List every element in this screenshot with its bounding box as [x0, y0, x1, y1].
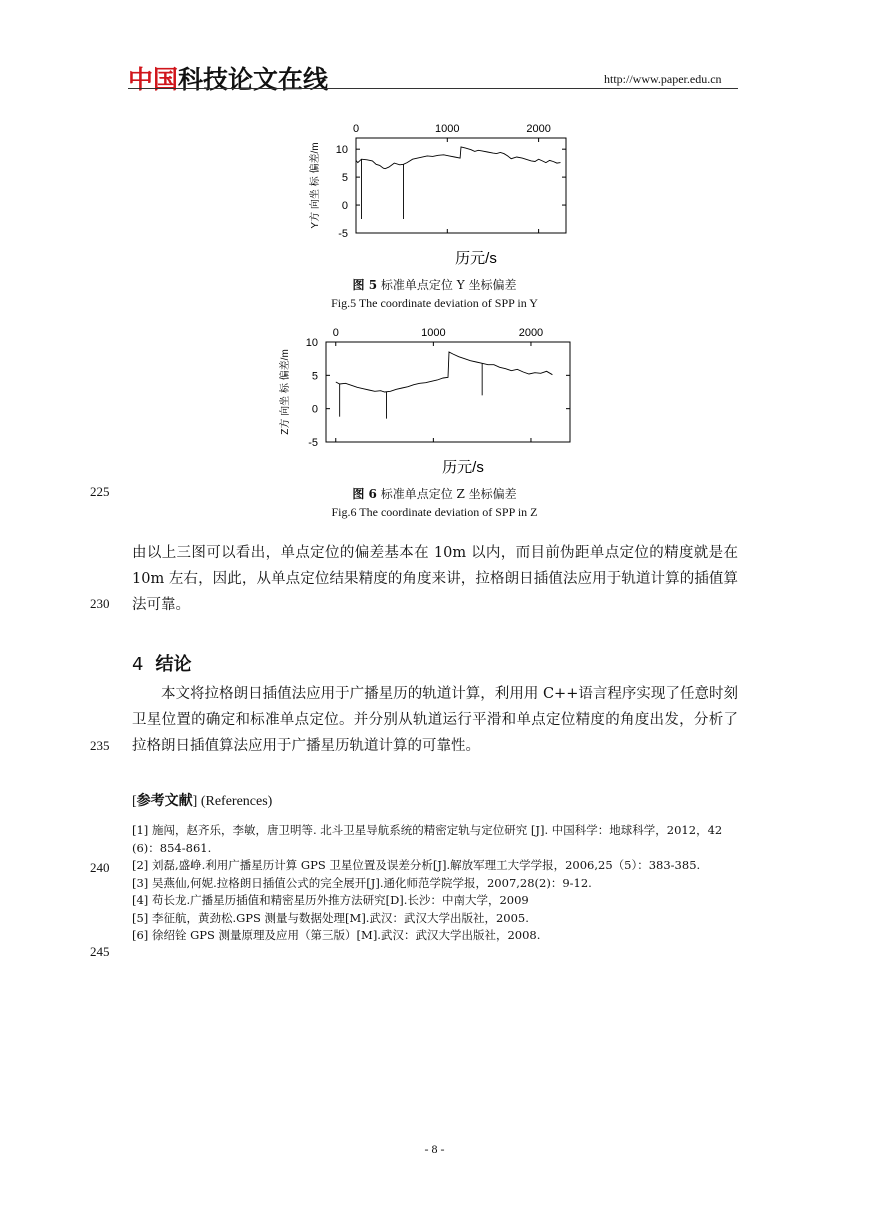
x-tick-label: 0: [332, 327, 339, 339]
y-axis-label: Y方 向坐 标 偏差/m: [310, 142, 321, 229]
reference-item: [5] 李征航，黄劲松.GPS 测量与数据处理[M].武汉：武汉大学出版社，2005.: [132, 910, 529, 925]
body-paragraph-1: 由以上三图可以看出，单点定位的偏差基本在 10m 以内，而目前伪距单点定位的精度就是在 10m 左右，因此，从单点定位结果精度的角度来讲，拉格朗日插值法应用于轨道计算的插值算法可靠。: [132, 545, 738, 613]
reference-item: [2] 刘磊,盛峥.利用广播星历计算 GPS 卫星位置及误差分析[J].解放军理工大学学报，2006,25（5）：383-385.: [132, 858, 701, 872]
x-tick-label: 1000: [435, 123, 460, 135]
x-tick-label: 2000: [526, 123, 551, 135]
header-rule: [128, 88, 738, 89]
line-number-225: 225: [90, 484, 110, 499]
y-tick-label: 5: [341, 172, 348, 185]
y-tick-label: 10: [305, 337, 318, 349]
references-heading: [参考文献] (References): [132, 793, 273, 809]
y-tick-label: 0: [341, 200, 348, 213]
y-tick-label: 10: [335, 144, 348, 157]
body-paragraph-2: 本文将拉格朗日插值法应用于广播星历的轨道计算，利用用 C++语言程序实现了任意时刻卫星位置的确定和标准单点定位。并分别从轨道运行平滑和单点定位精度的角度出发，分析了拉格朗日插值算法应用于广播星历轨道计算的可靠性。: [132, 686, 738, 754]
figure5-caption-en: Fig.5 The coordinate deviation of SPP in Y: [331, 296, 538, 310]
section-number: 4: [132, 654, 144, 675]
references-heading-bold: 参考文献: [136, 793, 193, 809]
plot-frame: [326, 342, 570, 442]
figure5-caption-text: 标准单点定位 Y 坐标偏差: [380, 278, 517, 292]
data-series-line: [356, 147, 561, 169]
reference-item: [1] 施闯，赵齐乐，李敏，唐卫明等. 北斗卫星导航系统的精密定轨与定位研究 [J]. 中国科学：地球科学，2012，42 (6)：854-861.: [132, 823, 723, 855]
figure6-caption-cn: [0, 485, 869, 502]
reference-item: [6] 徐绍铨 GPS 测量原理及应用（第三版）[M].武汉：武汉大学出版社，2008.: [132, 928, 541, 942]
line-number-245: 245: [90, 944, 110, 959]
line-number-235: 235: [90, 738, 110, 753]
x-tick-label: 2000: [518, 327, 544, 339]
x-tick-label: 1000: [421, 327, 446, 339]
section-title: 结论: [155, 654, 192, 675]
header-url: http://www.paper.edu.cn: [604, 72, 722, 86]
y-tick-label: 5: [311, 370, 318, 383]
reference-list: [132, 822, 738, 945]
x-axis-label: 历元/s: [442, 459, 484, 476]
figure6-caption-label: 图 6: [352, 487, 377, 501]
references-heading-rest: (References): [200, 794, 273, 809]
y-axis-label: Z方 向坐 标 偏差/m: [280, 349, 291, 435]
y-tick-label: -5: [308, 437, 318, 449]
y-tick-label: 0: [311, 403, 318, 416]
x-tick-label: 0: [352, 123, 360, 135]
logo-red-text: 中国: [128, 65, 179, 94]
figure6-caption-text: 标准单点定位 Z 坐标偏差: [380, 487, 517, 501]
x-axis-label: 历元/s: [455, 250, 497, 267]
figure5-caption-cn: [0, 276, 869, 293]
logo-black-text: 科技论文在线: [178, 65, 329, 94]
data-series-line: [336, 352, 553, 392]
figure5-caption-label: 图 5: [352, 278, 378, 292]
reference-item: [4] 苟长龙.广播星历插值和精密星历外推方法研究[D].长沙：中南大学，2009: [132, 893, 529, 907]
reference-item: [3] 吴燕仙,何妮.拉格朗日插值公式的完全展开[J].通化师范学院学报，2007,28(2)：9-12.: [132, 875, 592, 890]
figure6-chart: [270, 318, 600, 476]
section-heading: [132, 650, 191, 676]
site-logo: [128, 60, 328, 96]
line-number-230: 230: [90, 596, 110, 611]
line-number-240: 240: [90, 860, 110, 875]
y-tick-label: -5: [338, 228, 348, 240]
page-number: - 8 -: [424, 1142, 445, 1156]
figure5-chart: [270, 112, 600, 272]
figure6-caption-en: Fig.6 The coordinate deviation of SPP in Z: [331, 505, 538, 519]
